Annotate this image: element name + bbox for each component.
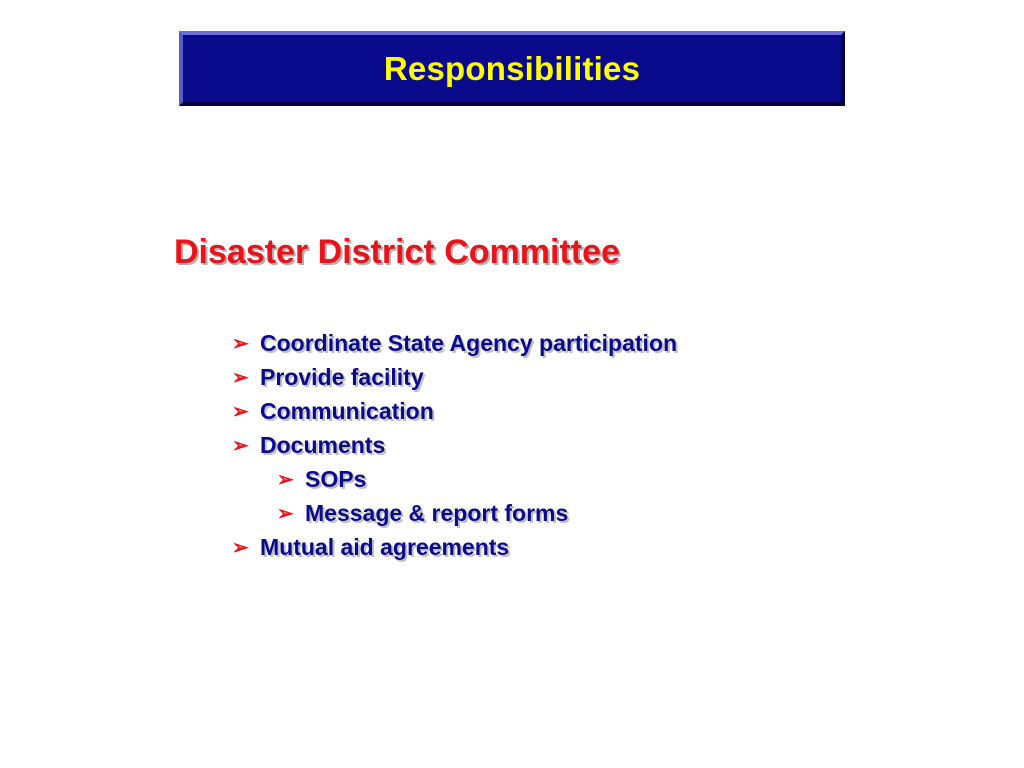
sub-list-item [232, 462, 677, 496]
list-item-label: Mutual aid agreements [260, 533, 510, 560]
list-item-label: SOPs [305, 465, 367, 492]
list-item [232, 394, 677, 428]
list-item [232, 360, 677, 394]
list-item [232, 530, 677, 564]
arrow-bullet-icon: ➢ [232, 536, 249, 559]
arrow-bullet-icon: ➢ [232, 332, 249, 355]
title-banner [179, 31, 845, 106]
list-item-label: Message & report forms [305, 499, 569, 526]
list-item [232, 428, 677, 462]
list-item [232, 326, 677, 360]
list-item-label: Documents [260, 431, 386, 458]
list-item-label: Coordinate State Agency participation [260, 329, 678, 356]
arrow-bullet-icon: ➢ [277, 502, 294, 525]
list-item-label: Provide facility [260, 363, 424, 390]
list-item-label: Communication [260, 397, 434, 424]
slide-title: Responsibilities [383, 49, 641, 87]
arrow-bullet-icon: ➢ [277, 468, 294, 491]
arrow-bullet-icon: ➢ [232, 434, 249, 457]
arrow-bullet-icon: ➢ [232, 400, 249, 423]
arrow-bullet-icon: ➢ [232, 366, 249, 389]
slide-subtitle: Disaster District Committee [174, 233, 620, 271]
sub-list-item [232, 496, 677, 530]
responsibilities-list [232, 326, 677, 564]
